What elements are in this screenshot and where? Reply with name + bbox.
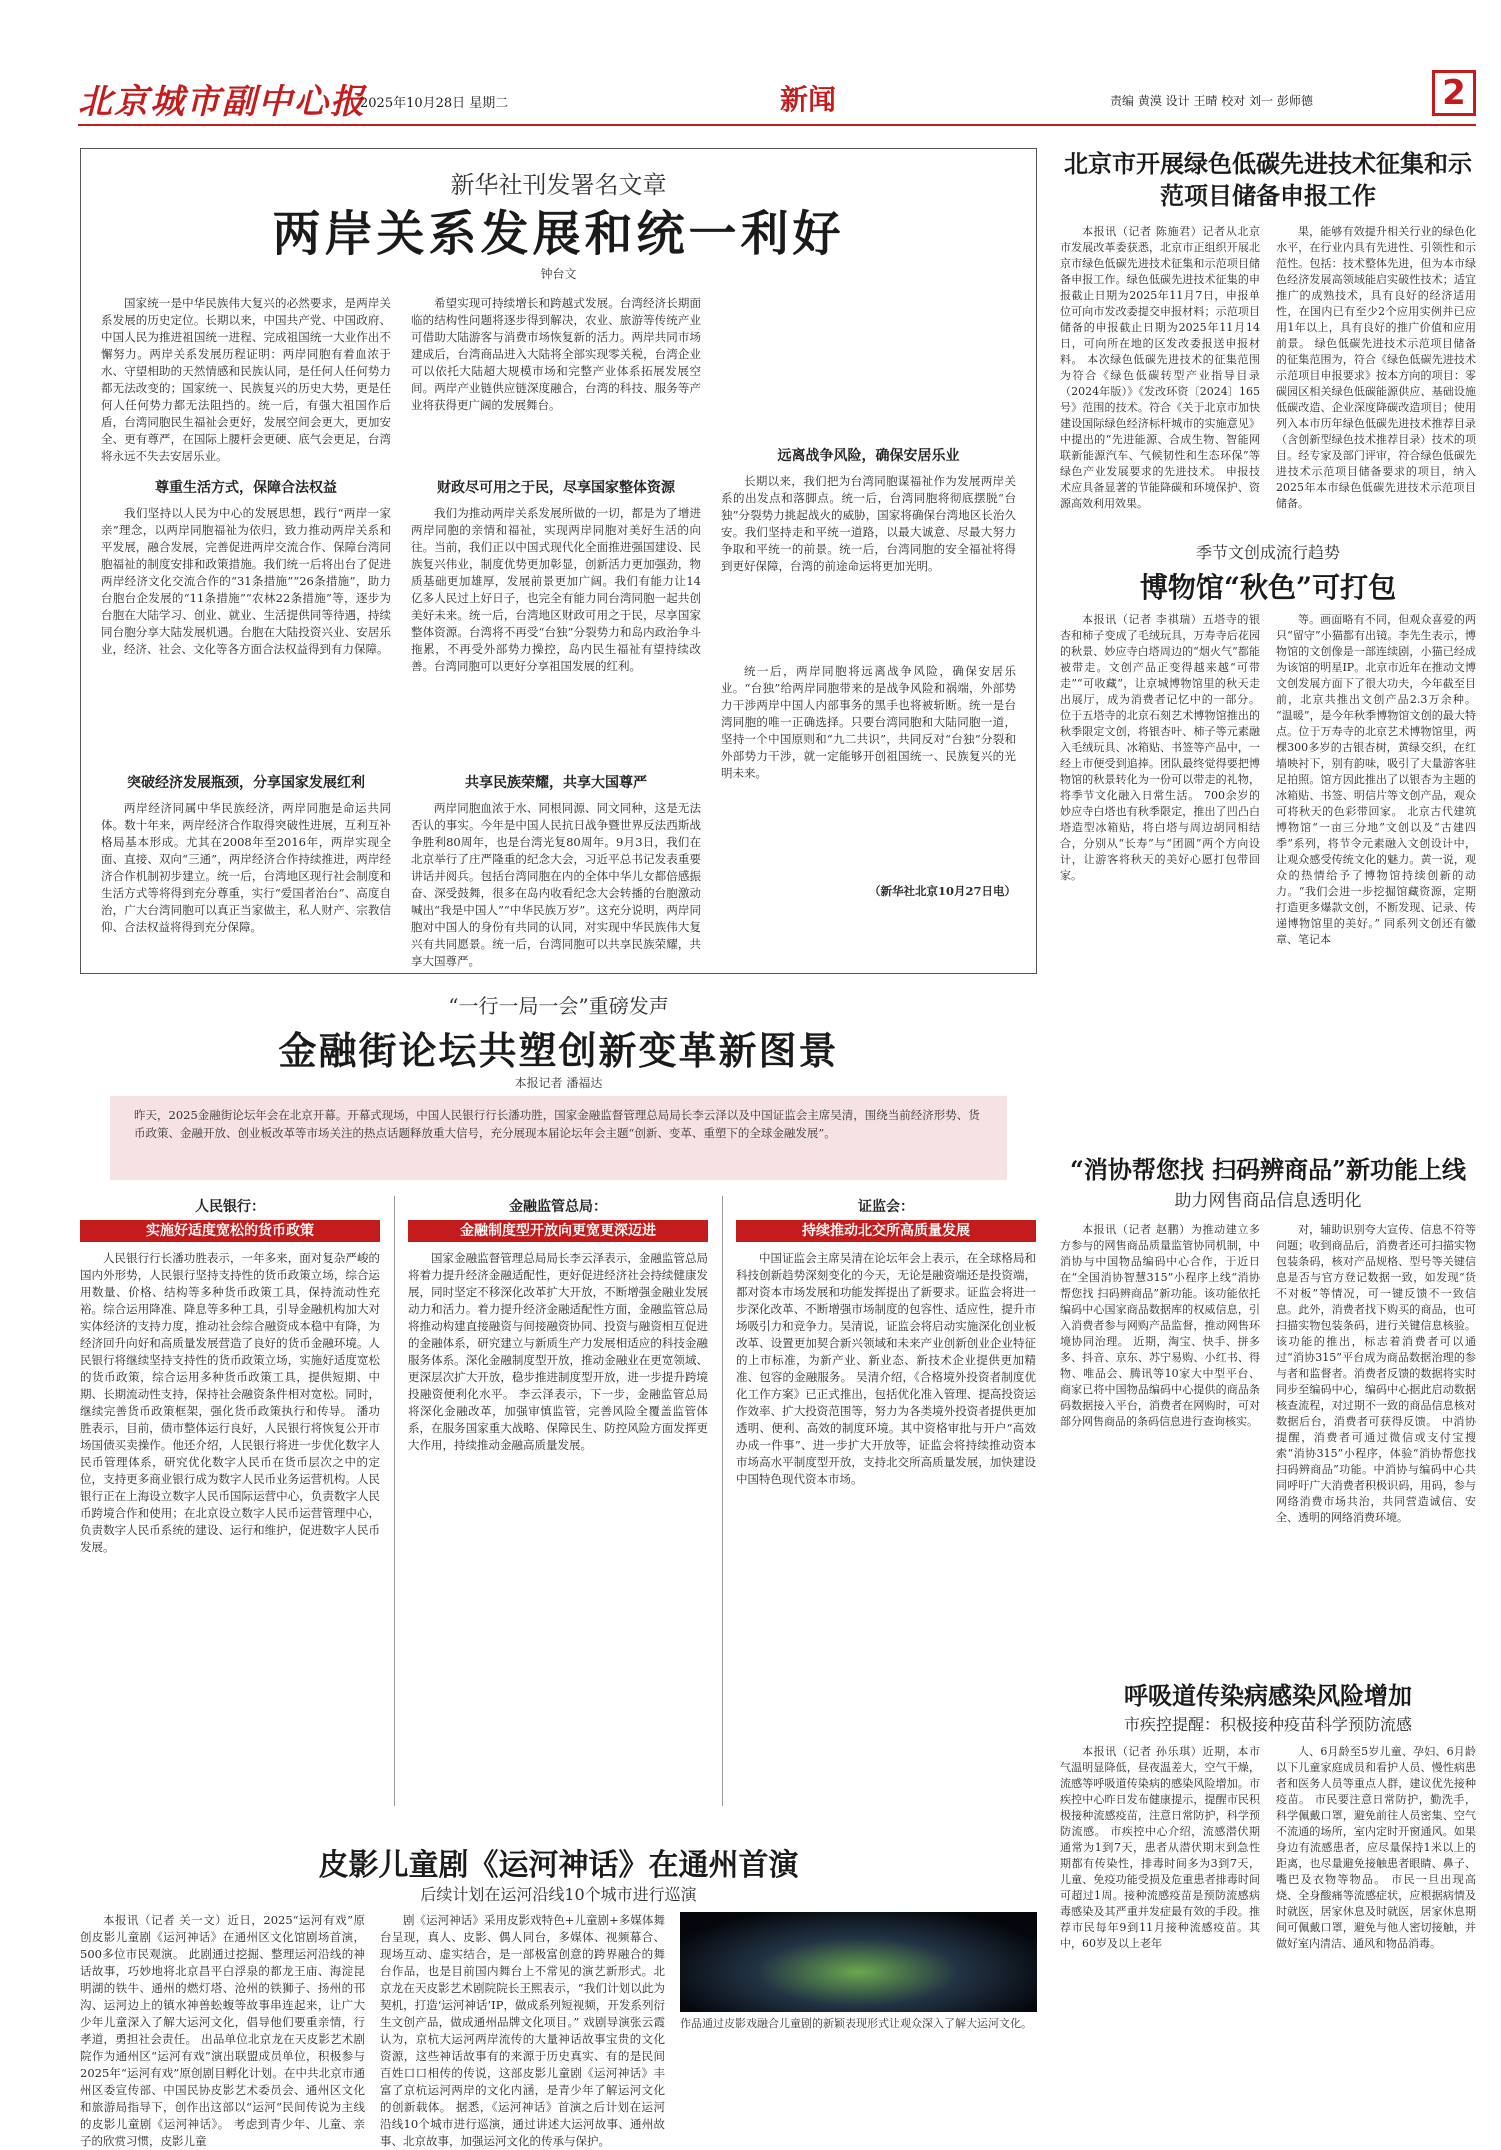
header-rule [78,124,1476,126]
body-paragraph: 人、6月龄至5岁儿童、孕妇、6月龄以下儿童家庭成员和看护人员、慢性病患者和医务人员等重点人群，建议优先接种疫苗。 市民要注意日常防护，勤洗手，科学佩戴口罩，避免前往人员密集、空气不流通的场所，室内定时开窗通风。如果身边有流感患者，应尽量保持1米以上的距离，也尽量避免接触患者眼睛、鼻子、嘴巴及衣物等物品。 市民一旦出现高烧、全身酸痛等流感症状，应根据病情及时就医，居家休息及时就医，居家休息期间可佩戴口罩，避免与他人密切接触，并做好室内清洁、通风和物品消毒。 [1276,1745,1476,1950]
body-paragraph: 本报讯（记者 李祺瑞）五塔寺的银杏和柿子变成了毛绒玩具，万寿寺后花园的秋景、妙应寺白塔周边的“烟火气”都能被带走。文创产品正变得越来越“可带走”“可收藏”，让京城博物馆里的秋天走出展厅，成为消费者记忆中的一部分。 位于五塔寺的北京石刻艺术博物馆推出的秋季限定文创，将银杏叶、柿子等元素融入毛绒玩具、冰箱贴、书签等产品中，一经上市便受到追捧。团队最终觉得要把博物馆的秋景转化为一份可以带走的礼物，将季节文化融入日常生活。 700余岁的妙应寺白塔也有秋季限定，推出了凹凸白塔造型冰箱贴，将白塔与周边胡同相结合，分别从“长寿”与“团圆”两个方向设计，让游客将秋天的美好心愿打包带回家。 [1060,613,1260,882]
article-green-tech [1060,148,1476,528]
column-bar: 实施好适度宽松的货币政策 [80,1220,380,1242]
body-paragraph: 我们坚持以人民为中心的发展思想，践行“两岸一家亲”理念，以两岸同胞福祉为依归，致力推动两岸关系和平发展，融合发展，完善促进两岸交流合作、保障台湾同胞福祉的制度安排和政策措施。我们统一后将出台了促进两岸经济文化交流合作的“31条措施”“26条措施”，助力台胞台企发展的“11条措施”“农林22条措施”等，逐步为台胞在大陆学习、创业、就业、生活提供同等待遇，持续同台胞分享大陆发展机遇。台胞在大陆投资兴业、安居乐业，经济、社会、文化等各方面合法权益得到有力保障。 [101,506,391,656]
subheading: 尊重生活方式，保障合法权益 [155,480,337,496]
article-column-2 [411,295,701,985]
section-name: 新闻 [780,83,837,116]
body-paragraph: 对，辅助识别夸大宣传、信息不符等问题；收到商品后，消费者还可扫描实物包装条码，核对产品规格、型号等关键信息是否与官方登记数据一致，如发现“货不对板”等情况，可一键反馈不一致信息。此外，消费者找下购买的商品，也可扫描实物包装条码，进行关键信息核验。 该功能的推出，标志着消费者可以通过“消协315”平台成为商品数据治理的参与者和监督者。消费者反馈的数据将实时同步至编码中心，编码中心据此启动数据核查流程，对过期不一致的商品信息核对数据后台，消费者可获得反馈。 中消协提醒，消费者可通过微信或支付宝搜索“消协315”小程序，体验“消协帮您找 扫码辨商品”功能。中消协与编码中心共同呼吁广大消费者积极识码，用码，参与网络消费市场共治，共同营造诚信、安全、透明的网络消费环境。 [1276,1223,1476,1524]
body-paragraph: 剧《运河神话》采用皮影戏特色+儿童剧+多媒体舞台呈现，真人、皮影、偶人同台，多媒体、视频幕合、现场互动、虚实结合，是一部极富创意的跨界融合的舞台作品，也是目前国内舞台上不常见的演艺新形式。北京龙在天皮影艺术剧院院长王熙表示，“我们计划以此为契机，打造‘运河神话’IP，做成系列短视频，开发系列衍生文创产品，做成通州品牌文化项目。” 戏剧导演张云霞认为，京杭大运河两岸流传的大量神话故事宝贵的文化资源，这些神话故事有的来源于历史真实、有的是民间百姓口口相传的传说，这部皮影儿童剧《运河神话》丰富了京杭运河两岸的文化内涵，是青少年了解运河文化的创新载体。 据悉，《运河神话》首演之后计划在运河沿线10个城市进行巡演，通过讲述大运河故事、通州故事、北京故事，加强运河文化的传承与保护。 [380,1913,665,2148]
article-consumer-scan [1060,1150,1476,1650]
article-lead: 昨天，2025金融街论坛年会在北京开幕。开幕式现场，中国人民银行行长潘功胜，国家金融监督管理总局局长李云泽以及中国证监会主席吴清，围绕当前经济形势、货币政策、金融开放、创业板改革等市场关注的热点话题释放重大信号，充分展现本届论坛年会主题“创新、变革、重塑下的全球金融发展”。 [110,1096,1007,1180]
article-column-3 [721,295,1016,900]
article-headline[interactable]: 两岸关系发展和统一利好 [272,206,845,262]
column-head: 证监会： [858,1199,914,1215]
body-paragraph: 长期以来，我们把为台湾同胞谋福祉作为发展两岸关系的出发点和落脚点。统一后，台湾同胞将彻底摆脱“台独”分裂势力挑起战火的威胁，国家将确保台湾地区长治久安。我们坚持走和平统一道路，以最大诚意、尽最大努力争取和平统一的前景。统一后，台湾同胞的安全福祉将得到更好保障，台湾的前途命运将更加光明。 [721,474,1016,573]
article-kicker: “一行一局一会”重磅发声 [448,994,669,1018]
article-flu [1060,1676,1476,2042]
body-paragraph: 我们为推动两岸关系发展所做的一切，都是为了增进两岸同胞的亲情和福祉，实现两岸同胞对美好生活的向往。当前，我们正以中国式现代化全面推进强国建设、民族复兴伟业，制度优势更加彰显，创新活力更加强劲，物质基础更加雄厚，发展前景更加广阔。我们有能力让14亿多人民过上好日子，也完全有能力同台湾同胞一起共创美好未来。统一后，台湾地区财政可用之于民，尽享国家整体资源。台湾将不再受“台独”分裂势力和岛内政治争斗拖累，不再受外部势力操控，岛内民生福祉有望持续改善。台湾同胞可以更好分享祖国发展的红利。 [411,506,701,673]
body-paragraph: 希望实现可持续增长和跨越式发展。台湾经济长期面临的结构性问题将逐步得到解决，农业、旅游等传统产业可借助大陆游客与消费市场恢复新的活力。两岸共同市场建成后，台湾商品进入大陆将全部实现零关税，台湾企业可以依托大陆超大规模市场和完整产业体系拓展发展空间。两岸产业链供应链深度融合，台湾的科技、服务等产业将获得更广阔的发展舞台。 [411,296,701,412]
page-number: 2 [1432,70,1476,116]
body-paragraph: 国家金融监督管理总局局长李云泽表示，金融监管总局将着力提升经济金融适配性，更好促进经济社会持续健康发展，同时坚定不移深化改革扩大开放，不断增强金融业发展动力和活力。着力提升经济金融适配性方面，金融监管总局将推动构建直接融资与间接融资协同、投资与融资相互促进的金融体系，研究建立与新质生产力发展相适应的科技金融服务体系。深化金融制度型开放，推动金融业在更宽领域、更深层次扩大开放，稳步推进制度型开放，进一步提升跨境投融资便利化水平。 李云泽表示，下一步，金融监管总局将深化金融改革，加强审慎监管，完善风险全覆盖监管体系，在服务国家重大战略、保障民生、防控风险方面发挥更大作用，持续推动金融高质量发展。 [408,1251,708,1452]
stage-photo [680,1912,1037,2012]
subheading: 共享民族荣耀，共享大国尊严 [465,775,647,791]
article-headline[interactable]: 呼吸道传染病感染风险增加 [1124,1681,1412,1710]
body-paragraph: 国家统一是中华民族伟大复兴的必然要求，是两岸关系发展的历史定位。长期以来，中国共产党、中国政府、中国人民为推进祖国统一进程、完成祖国统一大业作出不懈努力。两岸关系发展历程证明：两岸同胞有着血浓于水、守望相助的天然情感和民族认同，是任何人任何势力都无法改变的；国家统一、民族复兴的历史大势，更是任何人任何势力都无法阻挡的。统一后，有强大祖国作后盾，台湾同胞民生福祉会更好，发展空间会更大，更加安全、更有尊严，在国际上腰杆会更硬、底气会更足，台湾将永远不失去安居乐业。 [101,296,391,463]
issue-date: 2025年10月28日 星期二 [360,96,509,111]
editor-credits: 责编 黄漠 设计 王晴 校对 刘一 彭师德 [1110,94,1313,108]
article-headline[interactable]: “消协帮您找 扫码辨商品”新功能上线 [1070,1155,1466,1184]
article-museum [1060,540,1476,1130]
article-byline: 本报记者 潘福达 [514,1076,603,1090]
article-column-1 [101,295,391,985]
column-bar: 持续推动北交所高质量发展 [736,1220,1036,1242]
body-paragraph: 等。画面略有不同，但观众喜爱的两只“留守”小猫都有出镜。李先生表示，博物馆的文创像是一部连续剧，小猫已经成为该馆的明星IP。北京市近年在推动文博文创发展方面下了很大功夫，今年截至目前，北京共推出文创产品2.3万余种。 “温暖”，是今年秋季博物馆文创的最大特点。位于万寿寺的北京艺术博物馆里，两棵300多岁的古银杏树，黄绿交织，在红墙映衬下，别有韵味，吸引了大量游客驻足拍照。馆方因此推出了以银杏为主题的冰箱贴、书签、明信片等文创产品，观众可将秋天的色彩带回家。 北京古代建筑博物馆“一亩三分地”文创以及“古建四季”系列，将节令元素融入文创设计中，让观众感受传统文化的魅力。黄一说，观众的热情给予了博物馆持续创新的动力。“我们会进一步挖掘馆藏资源，定期打造更多爆款文创，不断发现、记录、传递博物馆里的美好。” 同系列文创还有徽章、笔记本 [1276,613,1476,946]
article-author: 钟台文 [540,267,577,281]
body-paragraph: 两岸同胞血浓于水、同根同源、同文同种，这是无法否认的事实。今年是中国人民抗日战争暨世界反法西斯战争胜利80周年，也是台湾光复80周年。9月3日，我们在北京举行了庄严隆重的纪念大会，习近平总书记发表重要讲话并阅兵。包括台湾同胞在内的全体中华儿女都倍感振奋、深受鼓舞，很多在岛内收看纪念大会转播的台胞激动喊出“我是中国人”“中华民族万岁”。这充分说明，两岸同胞对中国人的身份有共同的认同，对实现中华民族伟大复兴有共同愿景。统一后，台湾同胞可以共享民族荣耀，共享大国尊严。 [411,801,701,968]
subheading: 远离战争风险，确保安居乐业 [777,448,960,464]
photo-caption: 作品通过皮影戏融合儿童剧的新颖表现形式让观众深入了解大运河文化。 [680,2017,1032,2030]
body-paragraph: 果，能够有效提升相关行业的绿色化水平，在行业内具有先进性、引领性和示范性。包括：技术整体先进，但为本市绿色经济发展高领域能启实破性技术；适宜推广的成熟技术，具有良好的经济适用性，在国内已有至少2个应用实例并已应用1年以上，具有良好的推广价值和应用前景。 绿色低碳先进技术示范项目储备的征集范围为，符合《绿色低碳先进技术示范项目申报要求》按本方向的项目：零碳园区相关绿色低碳能源供应、基础设施低碳改造、企业深度降碳改造项目；使用列入本市历年绿色低碳先进技术推荐目录（含创新型绿色技术推荐目录）技术的项目。经专家及部门评审，符合绿色低碳先进技术示范项目储备要求的项目，纳入2025年本市绿色低碳先进技术示范项目储备。 [1276,225,1476,510]
article-subtitle: 助力网售商品信息透明化 [1174,1191,1362,1211]
body-paragraph: 本报讯（记者 赵鹏）为推动建立多方参与的网售商品质量监管协同机制，中消协与中国物品编码中心合作，于近日在“全国消协智慧315”小程序上线“消协帮您找 扫码辨商品”新功能。该功能依托编码中心国家商品数据库的权威信息，引入消费者参与网购产品监督，推动网售环境协同治理。 近期，淘宝、快手、拼多多、抖音、京东、苏宁易购、小红书、得物、唯品会、腾讯等10家大中型平台、商家已将中国物品编码中心提供的商品条码数据接入平台，消费者在网购时，可对部分网售商品的条码信息进行查询核实。 [1060,1223,1260,1428]
article-headline[interactable]: 皮影儿童剧《运河神话》在通州首演 [318,1848,799,1883]
article-headline[interactable]: 金融街论坛共塑创新变革新图景 [278,1028,839,1073]
body-paragraph: 统一后，两岸同胞将远离战争风险，确保安居乐业。“台独”给两岸同胞带来的是战争风险和祸端，外部势力干涉两岸中国人内部事务的黑手也将被斩断。统一是台湾同胞的唯一正确选择。只要台湾同胞和大陆同胞一道，坚持一个中国原则和“九二共识”，共同反对“台独”分裂和外部势力干涉，就一定能够开创祖国统一、民族复兴的光明未来。 [721,664,1016,780]
dateline: （新华社北京10月27日电） [868,884,1016,898]
body-paragraph: 两岸经济同属中华民族经济，两岸同胞是命运共同体。数十年来，两岸经济合作取得突破性进展，互利互补格局基本形成。尤其在2008年至2016年，两岸实现全面、直接、双向“三通”，两岸经济合作持续推进，两岸经济合作机制初步建立。统一后，台湾地区现行社会制度和生活方式等将得到充分尊重，实行“爱国者治台”、高度自治，广大台湾同胞可以真正当家做主，私人财产、宗教信仰、合法权益将得到充分保障。 [101,801,391,934]
finance-column-csrc [736,1196,1036,1830]
finance-column-nfra [408,1196,708,1830]
article-kicker: 新华社刊发署名文章 [450,171,667,199]
article-kicker: 季节文创成流行趋势 [1195,543,1340,562]
article-subtitle: 后续计划在运河沿线10个城市进行巡演 [420,1885,697,1904]
column-head: 金融监管总局： [509,1199,607,1215]
body-paragraph: 本报讯（记者 陈施君）记者从北京市发展改革委获悉，北京市正组织开展北京市绿色低碳先进技术征集和示范项目储备申报工作。绿色低碳先进技术征集的申报截止日期为2025年11月7日，申报单位可向市发改委提交申报材料；示范项目储备的申报截止日期为2025年11月14日，可向所在地的区发改委报送申报材料。 本次绿色低碳先进技术的征集范围为符合《绿色低碳转型产业指导目录（2024年版）》《发改环资〔2024〕165号》范围的技术。符合《关于北京市加快建设国际绿色经济标杆城市的实施意见》中提出的“先进能源、合成生物、智能网联新能源汽车、气候韧性和生态环保”等绿色产业发展要求的先进技术。 申报技术应具备显著的节能降碳和环境保护、资源高效利用效果。 [1060,225,1260,510]
body-paragraph: 本报讯（记者 孙乐琪）近期，本市气温明显降低，昼夜温差大，空气干燥，流感等呼吸道传染病的感染风险增加。市疾控中心昨日发布健康提示，提醒市民积极接种流感疫苗，注意日常防护，科学预防流感。 市疾控中心介绍，流感潜伏期通常为1到7天，患者从潜伏期末到急性期都有传染性，排毒时间多为3到7天，儿童、免疫功能受损及危重患者排毒时间可超过1周。接种流感疫苗是预防流感病毒感染及其严重并发症最有效的手段。推荐市民每年9到11月接种流感疫苗。其中，60岁及以上老年 [1060,1745,1260,1950]
subheading: 财政尽可用之于民，尽享国家整体资源 [437,480,675,496]
column-divider [394,1196,395,1806]
article-headline[interactable]: 博物馆“秋色”可打包 [1139,571,1397,604]
article-headline[interactable]: 北京市开展绿色低碳先进技术征集和示范项目储备申报工作 [1064,149,1472,210]
finance-column-pboc [80,1196,380,1830]
body-paragraph: 中国证监会主席吴清在论坛年会上表示，在全球格局和科技创新趋势深刻变化的今天，无论是融资端还是投资端，都对资本市场发展和功能发挥提出了新要求。证监会将进一步深化改革、不断增强市场制度的包容性、适应性，提升市场吸引力和竞争力。吴清说，证监会将启动实施深化创业板改革、设置更加契合新兴领域和未来产业创新创业企业特征的上市标准，为新产业、新业态、新技术企业提供更加精准、包容的金融服务。 吴清介绍，《合格境外投资者制度优化工作方案》已正式推出，包括优化准入管理、提高投资运作效率、扩大投资范围等，努力为各类境外投资者提供更加透明、便利、高效的制度环境。其中资格审批与开户“高效办成一件事”、进一步扩大开放等，证监会将持续推动资本市场高水平制度型开放，支持北交所高质量发展，加快建设中国特色现代资本市场。 [736,1251,1036,1486]
article-shadow-play [80,1840,1037,2148]
masthead-title: 北京城市副中心报 [78,82,366,122]
column-head: 人民银行： [195,1199,265,1215]
column-divider [722,1196,723,1806]
subheading: 突破经济发展瓶颈，分享国家发展红利 [127,775,365,791]
column-bar: 金融制度型开放向更宽更深迈进 [408,1220,708,1242]
body-paragraph: 人民银行行长潘功胜表示，一年多来，面对复杂严峻的国内外形势，人民银行坚持支持性的货币政策立场，综合运用数量、价格、结构等多种货币政策工具，保持流动性充裕。综合运用降准、降息等多种工具，引导金融机构加大对实体经济的支持力度，推动社会综合融资成本稳中有降，为经济回升向好和高质量发展营造了良好的货币金融环境。人民银行将继续坚持支持性的货币政策立场，实施好适度宽松的货币政策，综合运用多种货币政策工具，提供短期、中期、长期流动性支持，保持社会融资条件相对宽松。同时，继续完善货币政策框架，强化货币政策执行和传导。 潘功胜表示，目前，债市整体运行良好，人民银行将恢复公开市场国债买卖操作。他还介绍，人民银行将进一步优化数字人民币管理体系，研究优化数字人民币在货币层次之中的定位，支持更多商业银行成为数字人民币业务运营机构。人民银行正在上海设立数字人民币国际运营中心，负责数字人民币跨境合作和使用；在北京设立数字人民币运营管理中心，负责数字人民币系统的建设、运行和维护，促进数字人民币发展。 [80,1251,380,1554]
article-cross-strait [80,148,1037,974]
article-finance-forum [80,990,1037,1830]
body-paragraph: 本报讯（记者 关一文）近日，2025“运河有戏”原创皮影儿童剧《运河神话》在通州区文化馆剧场首演，500多位市民观演。 此剧通过挖掘、整理运河沿线的神话故事，巧妙地将北京昌平白浮泉的都龙王庙、海淀昆明湖的铁牛、通州的燃灯塔、沧州的铁狮子、扬州的邗沟、运河边上的镇水神兽蚣蝮等故事串连起来，让广大少年儿童深入了解大运河文化，倡导他们要重亲情，行孝道，勇担社会责任。 出品单位北京龙在天皮影艺术剧院作为通州区“运河有戏”演出联盟成员单位，积极参与2025年“运河有戏”原创剧目孵化计划。在中共北京市通州区委宣传部、中国民协皮影艺术委员会、通州区文化和旅游局指导下，创作出这部以“运河”民间传说为主线的皮影儿童剧《运河神话》。 考虑到青少年、儿童、亲子的欣赏习惯，皮影儿童 [80,1913,365,2148]
article-subtitle: 市疾控提醒：积极接种疫苗科学预防流感 [1123,1715,1412,1734]
